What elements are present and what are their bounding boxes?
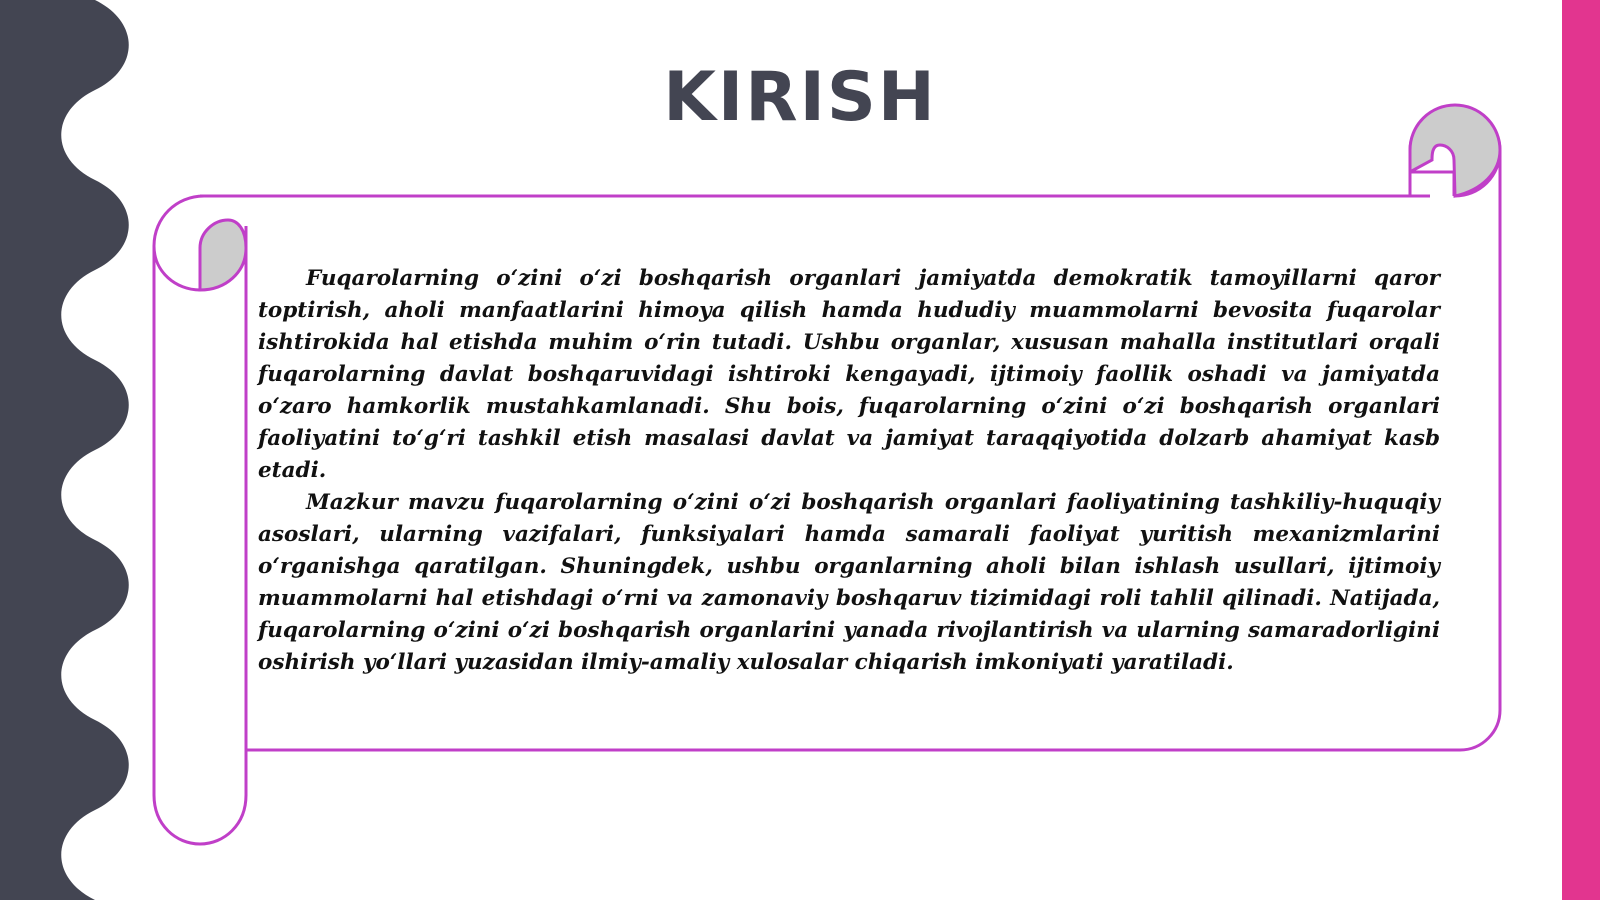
intro-text [258,263,1440,679]
slide-title: KIRISH [663,58,937,137]
paragraph-1: Fuqarolarning o‘zini o‘zi boshqarish organlari jamiyatda demokratik tamoyillarni qaror toptirish, aholi manfaatlarini himoya qilish hamda hududiy muammolarni bevosita fuqarolar ishtirokida hal etishda muhim o‘rin tutadi. Ushbu organlar, xususan mahalla institutlari orqali fuqarolarning davlat boshqaruvidagi ishtiroki kengayadi, ijtimoiy faollik oshadi va jamiyatda o‘zaro hamkorlik mustahkamlanadi. Shu bois, fuqarolarning o‘zini o‘zi boshqarish organlari faoliyatini to‘g‘ri tashkil etish masalasi davlat va jamiyat taraqqiyotida dolzarb ahamiyat kasb etadi. [258,266,1440,483]
curl-left [200,220,246,290]
paragraph-2: Mazkur mavzu fuqarolarning o‘zini o‘zi boshqarish organlari faoliyatining tashkiliy-huquqiy asoslari, ularning vazifalari, funksiyalari hamda samarali faoliyat yuritish mexanizmlarini o‘rganishga qaratilgan. Shuningdek, ushbu organlarning aholi bilan ishlash usullari, ijtimoiy muammolarni hal etishdagi o‘rni va zamonaviy boshqaruv tizimidagi roli tahlil qilinadi. Natijada, fuqarolarning o‘zini o‘zi boshqarish organlarini yanada rivojlantirish va ularning samaradorligini oshirish yo‘llari yuzasidan ilmiy-amaliy xulosalar chiqarish imkoniyati yaratiladi. [258,490,1440,675]
